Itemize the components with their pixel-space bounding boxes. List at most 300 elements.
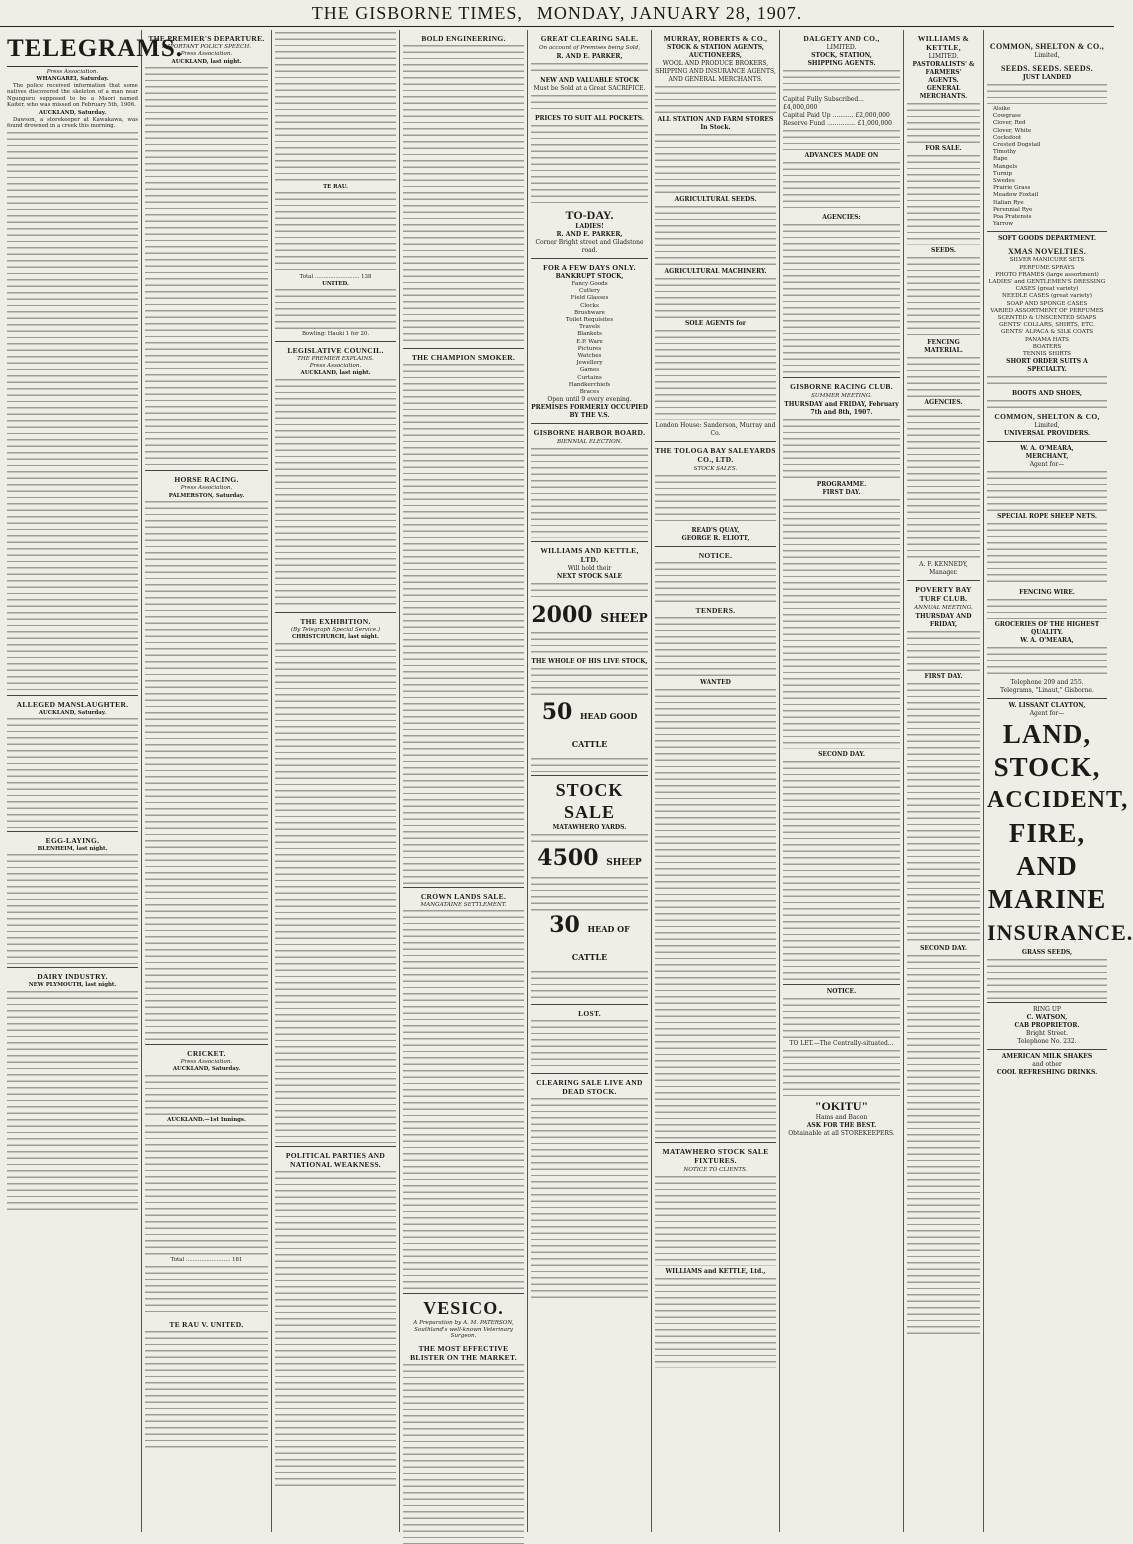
ad-text-block (783, 419, 900, 479)
score-head: UNITED. (322, 280, 349, 287)
column-4 (400, 30, 528, 1532)
ad-line: Obtainable at all STOREKEEPERS. (788, 1130, 895, 1137)
race-programme-block (783, 499, 900, 749)
dateline: WHANGAREI, Saturday. (36, 76, 109, 83)
novelty-item: SCENTED & UNSCENTED SOAPS (997, 315, 1097, 322)
section-heading: THE EXHIBITION. (300, 616, 371, 626)
ad-line: MATAWHERO YARDS. (552, 824, 627, 832)
masthead-name: THE GISBORNE TIMES, (311, 3, 523, 23)
goods-item: Travels (579, 324, 600, 331)
seed-item: Poa Pratensis (993, 214, 1032, 221)
divider (531, 1004, 648, 1005)
ad-line: and other (1032, 1061, 1062, 1069)
ad-text-block (655, 562, 776, 602)
novelty-item: GENTS' COLLARS, SHIRTS, ETC. (999, 322, 1095, 329)
ad-subheading: WOOL AND PRODUCE BROKERS, SHIPPING AND INSURANCE AGENTS, AND GENERAL MERCHANTS. (655, 60, 776, 83)
column-5 (528, 30, 652, 1532)
divider (655, 1142, 776, 1143)
goods-item: Brushware (574, 309, 605, 316)
seed-item: Clover, White (993, 127, 1032, 134)
divider (275, 1146, 396, 1147)
ad-line: FIRST DAY. (924, 673, 963, 680)
ad-text-block (531, 125, 648, 205)
sheep-word: SHEEP (600, 611, 648, 626)
divider (403, 1293, 524, 1294)
byline: Press Association. (180, 1059, 233, 1066)
ad-text-block (655, 86, 776, 114)
goods-item: Blankets (577, 331, 602, 338)
ad-line: Bright Street. (1025, 1030, 1069, 1038)
ad-open: Open until 9 every evening. (547, 396, 632, 404)
divider (655, 546, 776, 547)
column-1 (4, 30, 184, 1532)
ad-line: W. A. O'MEARA, (1020, 445, 1074, 453)
article-text-block (145, 1075, 268, 1115)
subheading: MANGATAINE SETTLEMENT. (420, 902, 507, 908)
ad-heading: DALGETY AND CO., (803, 34, 880, 43)
section-heading: THE CHAMPION SMOKER. (411, 353, 516, 362)
ad-heading: MATAWHERO STOCK SALE FIXTURES. (662, 1147, 769, 1165)
race-programme-block (907, 683, 980, 943)
article-text-block (145, 501, 268, 1041)
ad-line: FENCING WIRE. (1019, 589, 1075, 597)
novelty-item: PANAMA HATS (1025, 336, 1069, 343)
seed-item: Italian Rye (993, 199, 1024, 206)
cattle-count (531, 700, 648, 756)
byline: Press Association. (46, 69, 99, 75)
ad-line: SOLE AGENTS for (685, 320, 746, 327)
ad-heading: NOTICE. (698, 551, 733, 560)
ad-text-block (531, 95, 648, 113)
ad-line: Agent for— (1029, 461, 1065, 469)
divider (655, 441, 776, 442)
cattle-count-2 (531, 913, 648, 969)
goods-item: Watches (577, 353, 602, 360)
ad-heading: WILLIAMS & KETTLE, (917, 34, 970, 52)
ad-text-block (783, 998, 900, 1038)
seed-item: Clover, Red (993, 120, 1026, 127)
score-total: Total .......................... 138 (299, 274, 372, 281)
byline: Press Association. (180, 485, 233, 492)
ad-line: THURSDAY and FRIDAY, February 7th and 8th, 1907. (784, 401, 899, 416)
capital-line: Capital Paid Up ........... £2,000,000 (783, 112, 890, 119)
novelty-item: LADIES' and GENTLEMEN'S DRESSING CASES (great variety) (988, 279, 1106, 293)
subheading: IMPORTANT POLICY SPEECH. (162, 44, 251, 50)
column-2 (142, 30, 272, 1532)
sheep-word-2: SHEEP (606, 858, 642, 869)
ad-line: Hams and Bacon (815, 1114, 868, 1121)
novelty-item: BOATERS (1032, 343, 1062, 350)
okitu-heading: "OKITU" (814, 1099, 869, 1113)
goods-item: Braces (579, 389, 600, 396)
insurance-word: FIRE, AND (1008, 818, 1086, 882)
subheading: A Preparation by A. M. PATERSON, Southland's well-known Veterinary Surgeon. (413, 1320, 514, 1340)
insurance-word: MARINE (987, 884, 1107, 915)
ad-line: AGRICULTURAL MACHINERY. (664, 268, 767, 275)
ad-text-block (531, 758, 648, 772)
novelty-item: PHOTO FRAMES (large assortment) (995, 271, 1099, 278)
article-text-block (403, 1364, 524, 1544)
ad-line: FENCING MATERIAL. (924, 339, 963, 354)
ad-ladies: LADIES! (575, 223, 604, 230)
ad-line: Telephone No. 232. (1017, 1038, 1077, 1046)
ad-address2: Corner Bright street and Gladstone road. (535, 239, 644, 254)
ad-line: W. LISSANT CLAYTON, (1008, 702, 1086, 710)
ad-text-block (531, 971, 648, 1001)
ad-text-block (531, 1098, 648, 1298)
seeds-list (987, 106, 1107, 228)
divider (145, 1044, 268, 1045)
ad-heading: CLEARING SALE LIVE AND DEAD STOCK. (536, 1078, 643, 1097)
goods-item: Handkerchiefs (568, 381, 611, 388)
sheep-count-2 (531, 846, 648, 875)
article-text-block (7, 854, 138, 964)
ad-text-block (783, 130, 900, 150)
ad-line: SOFT GOODS DEPARTMENT. (998, 235, 1096, 243)
ad-heading: GREAT CLEARING SALE. (540, 34, 639, 43)
ad-heading: COMMON, SHELTON & CO, (994, 412, 1100, 422)
ad-text-block (531, 834, 648, 844)
ad-text-block (783, 1050, 900, 1096)
divider (7, 967, 138, 968)
ad-line: THE WHOLE OF HIS LIVE STOCK, (531, 658, 648, 666)
article-text-block (145, 67, 268, 467)
ad-line: Must be Sold at a Great SACRIFICE. (533, 85, 646, 92)
score-total: Total .......................... 181 (170, 1257, 243, 1264)
ad-text-block (907, 357, 980, 397)
bowling-line: Bowling: Hauki 1 for 20. (301, 331, 370, 338)
ad-line: PROGRAMME. (816, 481, 867, 488)
ad-line: A. F. KENNEDY, (919, 561, 968, 568)
ad-subheading: GENERAL MERCHANTS. (919, 85, 968, 100)
section-heading: BOLD ENGINEERING. (421, 34, 506, 43)
novelty-item: SOAP AND SPONGE CASES (1006, 300, 1088, 307)
divider (7, 695, 138, 696)
ad-heading: COMMON, SHELTON & CO., (989, 42, 1105, 51)
goods-item: Toilet Requisites (565, 317, 614, 324)
ad-line: AGENCIES: (822, 214, 861, 221)
goods-item: Field Glasses (570, 295, 609, 302)
seed-item: Alsike (993, 106, 1011, 112)
insurance-word: ACCIDENT, (987, 787, 1129, 814)
article-text-block (7, 991, 138, 1211)
ad-text-block (987, 959, 1107, 999)
seed-item: Cowgrass (993, 113, 1021, 120)
ad-line: RING UP (1033, 1006, 1061, 1014)
section-heading: DAIRY INDUSTRY. (37, 972, 108, 982)
divider (987, 698, 1107, 699)
novelties-list (987, 257, 1107, 358)
seed-item: Perennial Rye (993, 206, 1033, 213)
article-text-block (403, 910, 524, 1290)
cattle-number-2: 30 (549, 912, 580, 939)
dateline: AUCKLAND, Saturday. (38, 110, 107, 117)
divider (531, 541, 648, 542)
ad-bankrupt: BANKRUPT STOCK, (555, 273, 624, 280)
article-paragraph: Dawson, a storekeeper at Kawakawa, was found drowned in a creek this morning. (7, 116, 138, 130)
ad-line: FIRST DAY. (822, 489, 861, 496)
byline: Press Association. (309, 363, 362, 370)
masthead (0, 0, 1114, 27)
ad-line: AGRICULTURAL SEEDS. (674, 196, 757, 203)
ad-line: ALL STATION AND FARM STORES In Stock. (657, 116, 774, 131)
ad-heading: XMAS NOVELTIES. (1007, 247, 1086, 257)
article-text-block (7, 132, 138, 692)
ad-text-block (987, 376, 1107, 388)
ad-line: SPECIAL ROPE SHEEP NETS. (997, 513, 1097, 521)
ad-text-block (655, 475, 776, 525)
insurance-word: LAND, (1002, 719, 1092, 750)
ad-subheading: BIENNIAL ELECTION. (557, 439, 622, 446)
ad-subheading: Limited, (1034, 52, 1060, 59)
divider (907, 580, 980, 581)
divider (275, 341, 396, 342)
scorecard-lines (145, 1125, 268, 1255)
capital-line: Reserve Fund ............... £1,000,000 (783, 120, 892, 127)
ad-line: Telegrams, "Linaut," Gisborne. (1000, 687, 1094, 695)
ad-line: SEEDS. (931, 247, 956, 254)
ad-line: PRICES TO SUIT ALL POCKETS. (535, 115, 644, 122)
insurance-word: INSURANCE. (987, 920, 1133, 946)
ad-heading: GISBORNE HARBOR BOARD. (533, 428, 646, 438)
ad-line: TO LET.—The Centrally-situated... (789, 1040, 894, 1047)
vesico-heading: VESICO. (423, 1298, 504, 1319)
ad-line: ADVANCES MADE ON (804, 152, 879, 159)
goods-list (531, 281, 648, 396)
section-heading: LEGISLATIVE COUNCIL. (287, 345, 384, 355)
score-head: TE RAU. (323, 184, 348, 190)
ad-today: TO-DAY. (565, 208, 614, 222)
column-6 (652, 30, 780, 1532)
seed-item: Cocksfoot (993, 134, 1022, 141)
ad-line: FOR SALE. (925, 145, 962, 152)
ad-line: SHORT ORDER SUITS A SPECIALTY. (1006, 358, 1088, 374)
ad-line: UNIVERSAL PROVIDERS. (1003, 430, 1091, 438)
ad-text-block (655, 617, 776, 677)
divider (275, 612, 396, 613)
ad-line: NOTICE. (826, 988, 857, 995)
goods-item: Pictures (577, 345, 602, 352)
ad-text-block (531, 63, 648, 75)
column-9 (984, 30, 1133, 1532)
ad-subheading: ANNUAL MEETING. (914, 605, 973, 611)
section-heading: HORSE RACING. (174, 475, 239, 485)
ad-text-block (907, 103, 980, 143)
ad-text-block (907, 155, 980, 245)
dateline: AUCKLAND, Saturday. (38, 709, 107, 716)
ad-text-block (987, 84, 1107, 104)
section-heading: THE PREMIER'S DEPARTURE. (148, 34, 265, 43)
ad-line: Will hold their (567, 565, 612, 573)
seed-item: Swedes (993, 178, 1015, 185)
ad-heading: GISBORNE RACING CLUB. (790, 382, 893, 391)
ad-text-block (987, 400, 1107, 408)
ad-text-block (531, 583, 648, 601)
seed-item: Crested Dogstail (993, 142, 1041, 149)
divider (145, 470, 268, 471)
ad-text-block (655, 1176, 776, 1266)
ad-subheading: LIMITED. (928, 53, 959, 60)
novelty-item: PERFUME SPRAYS (1019, 264, 1075, 271)
divider (7, 831, 138, 832)
ad-subheading: SHIPPING AGENTS. (807, 60, 876, 67)
ad-line: C. WATSON, (1026, 1014, 1068, 1022)
divider (531, 258, 648, 259)
ad-heading: THE TOLOGA BAY SALEYARDS CO., LTD. (655, 446, 776, 464)
goods-item: Cutlery (578, 288, 601, 295)
ad-line: BOOTS AND SHOES, (1012, 390, 1082, 398)
divider (987, 1002, 1107, 1003)
ad-line: London House: Sanderson, Murray and Co. (655, 422, 776, 437)
ad-line: NEXT STOCK SALE (556, 573, 623, 581)
section-heading: EGG-LAYING. (45, 836, 100, 846)
dateline: AUCKLAND, last night. (171, 58, 242, 65)
ad-subheading: JUST LANDED (1022, 74, 1072, 81)
seed-item: Yarrow (993, 221, 1014, 228)
ad-subheading: SUMMER MEETING. (811, 393, 872, 399)
section-heading: TE RAU V. UNITED. (169, 1319, 244, 1329)
article-text-block (275, 379, 396, 609)
dateline: PALMERSTON, Saturday. (168, 492, 245, 499)
ad-text-block (907, 631, 980, 671)
article-text-block (275, 1171, 396, 1491)
ad-line: AMERICAN MILK SHAKES (1001, 1053, 1093, 1061)
sheep-number: 2000 (531, 602, 593, 629)
divider (403, 887, 524, 888)
ad-heading: SEEDS. SEEDS. SEEDS. (1000, 64, 1094, 73)
telegrams-heading: TELEGRAMS. (7, 34, 138, 67)
race-programme-block (907, 955, 980, 1335)
race-programme-block (783, 761, 900, 981)
article-text-block (403, 45, 524, 345)
article-text-block (7, 718, 138, 828)
ad-subheading: PASTORALISTS' & FARMERS' (912, 61, 975, 76)
dateline: AUCKLAND, last night. (300, 370, 371, 377)
insurance-word: STOCK, (993, 752, 1101, 783)
ad-text-block (783, 70, 900, 94)
divider (531, 1073, 648, 1074)
ad-heading: MURRAY, ROBERTS & CO., (663, 34, 768, 43)
column-7 (780, 30, 904, 1532)
novelty-item: SILVER MANICURE SETS (1009, 257, 1085, 264)
scorecard-lines (275, 192, 396, 272)
divider (987, 1049, 1107, 1050)
ad-line: WILLIAMS and KETTLE, Ltd., (665, 1268, 766, 1275)
section-heading: POLITICAL PARTIES AND NATIONAL WEAKNESS. (285, 1150, 386, 1169)
novelty-item: TENNIS SHIRTS (1022, 351, 1072, 358)
ad-text-block (655, 278, 776, 318)
ad-heading: LOST. (578, 1009, 601, 1019)
divider (531, 775, 648, 776)
ad-text-block (783, 224, 900, 374)
ad-firm: R. AND E. PARKER, (556, 53, 623, 60)
ad-address: R. AND E. PARKER, (556, 231, 623, 238)
novelty-item: NEEDLE CASES (great variety) (1002, 293, 1092, 300)
ad-line: GROCERIES OF THE HIGHEST QUALITY. (994, 621, 1100, 637)
ad-text-block (655, 134, 776, 194)
ad-text-block (987, 523, 1107, 587)
article-text-block (275, 643, 396, 1143)
divider (403, 348, 524, 349)
ad-text-block (531, 1020, 648, 1070)
goods-item: Jewellery (576, 360, 603, 367)
ad-text-block (655, 1278, 776, 1368)
ad-heading: TENDERS. (695, 606, 736, 615)
section-heading: THE MOST EFFECTIVE BLISTER ON THE MARKET. (410, 1343, 517, 1362)
ad-line: CAB PROPRIETOR. (1014, 1022, 1080, 1030)
ad-line: Limited, (1034, 422, 1060, 430)
ad-text-block (987, 471, 1107, 511)
byline: Press Association. (180, 51, 233, 58)
ad-subheading: STOCK & STATION AGENTS, AUCTIONEERS, (667, 44, 764, 59)
novelty-item: VARIED ASSORTMENT OF PERFUMES (990, 307, 1104, 314)
ad-text-block (655, 206, 776, 266)
seed-item: Rape (993, 156, 1008, 163)
divider (783, 984, 900, 985)
classified-ads-block (655, 689, 776, 1139)
ad-text-block (531, 668, 648, 698)
ad-subheading: On account of Premises being Sold, (538, 45, 641, 51)
seed-item: Turnip (993, 170, 1012, 177)
article-text-block (145, 1331, 268, 1451)
cattle-number: 50 (541, 699, 573, 726)
ad-text-block (987, 599, 1107, 619)
ad-subheading: STOCK SALES. (693, 466, 738, 472)
ad-text-block (907, 257, 980, 337)
ad-subheading: NOTICE TO CLIENTS. (683, 1167, 748, 1173)
ad-text-block (531, 877, 648, 911)
column-8 (904, 30, 984, 1532)
ad-line: ASK FOR THE BEST. (806, 1122, 877, 1129)
scorecard-lines (145, 1266, 268, 1316)
subheading: (By Telegraph Special Service.) (290, 626, 381, 633)
capital-line: Capital Fully Subscribed... £4,000,000 (783, 96, 864, 111)
divider (987, 441, 1107, 442)
goods-item: E.P. Ware (576, 338, 603, 345)
ad-line: Telephone 209 and 255. (1010, 679, 1084, 687)
section-heading: CROWN LANDS SALE. (420, 892, 507, 901)
dateline: CHRISTCHURCH, last night. (292, 634, 379, 641)
ad-line: Manager. (929, 569, 958, 576)
ad-text-block (783, 162, 900, 212)
ad-line: THURSDAY AND FRIDAY, (915, 613, 972, 628)
sheep-count (531, 603, 648, 630)
ad-line: SECOND DAY. (920, 945, 967, 952)
goods-item: Clocks (580, 302, 599, 309)
score-title: AUCKLAND.—1st Innings. (167, 1116, 246, 1123)
ad-line: GEORGE R. ELIOTT, (681, 535, 750, 542)
stock-sale-heading: STOCK SALE (555, 780, 624, 823)
goods-item: Curtains (577, 374, 602, 381)
seed-item: Prairie Grass (993, 185, 1031, 192)
seed-item: Mangels (993, 163, 1018, 170)
divider (783, 377, 900, 378)
ad-line: GRASS SEEDS, (1021, 949, 1073, 957)
masthead-date: MONDAY, JANUARY 28, 1907. (536, 3, 803, 23)
sheep-number-2: 4500 (537, 845, 599, 872)
cattle-word: HEAD GOOD CATTLE (571, 711, 638, 750)
goods-item: Fancy Goods (571, 281, 608, 287)
article-paragraph: The police received information that some natives discovered the skeleton of a man near Ngunguru supposed to be a Maori named Kaiter, who was missed on February 5th, 1906. (7, 82, 138, 109)
ad-line: READ'S QUAY, (691, 527, 740, 534)
seed-item: Timothy (993, 149, 1017, 156)
ad-heading: WILLIAMS AND KETTLE, LTD. (540, 546, 639, 565)
ad-line: AGENCIES. (924, 399, 963, 406)
goods-item: Games (579, 367, 600, 374)
dateline: AUCKLAND, Saturday. (172, 1066, 241, 1073)
ad-line: Agent for— (1029, 710, 1065, 718)
ad-line: MERCHANT, (1025, 453, 1069, 461)
